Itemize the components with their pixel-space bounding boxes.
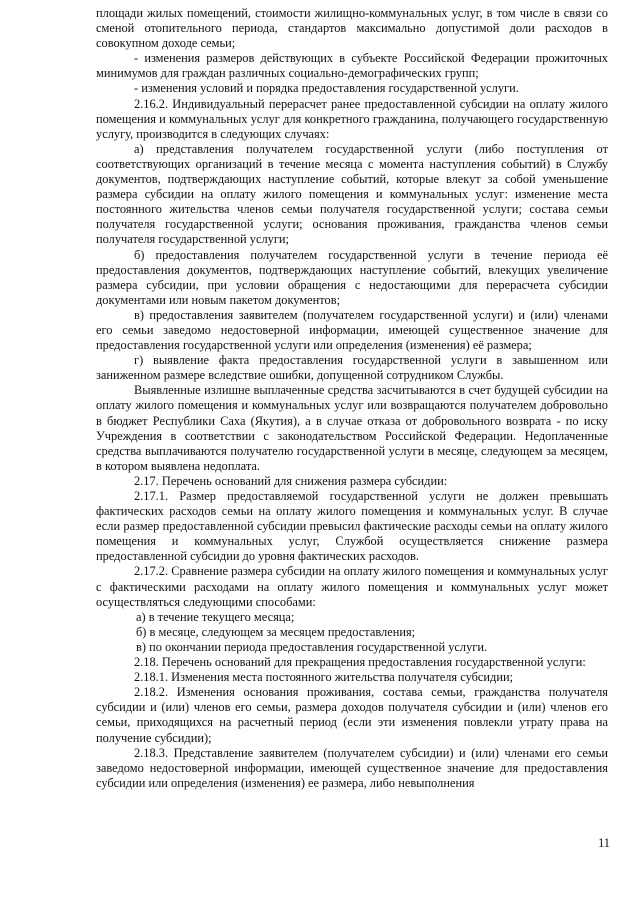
- paragraph-2-17-1: 2.17.1. Размер предоставляемой государственной услуги не должен превышать фактических расходов семьи на оплату жилого помещения и коммунальных услуг. В случае если размер предоставленной субсидии превысил фактические расходы семьи на оплату жилого помещения и коммунальных услуг, Службой осуществляется снижение размера предоставленной субсидии до уровня фактических расходов.: [96, 489, 608, 564]
- paragraph-method-b: б) в месяце, следующем за месяцем предоставления;: [136, 624, 416, 639]
- paragraph-item-v: в) предоставления заявителем (получателем государственной услуги) и (или) членами его семьи заведомо недостоверной информации, имеющей существенное значение для предоставления государственной услуги или определения (изменения) её размера;: [96, 307, 608, 353]
- page-number: 11: [598, 836, 610, 850]
- paragraph-2-18-1: 2.18.1. Изменения места постоянного жительства получателя субсидии;: [134, 670, 514, 685]
- paragraph-item-g: г) выявление факта предоставления государственной услуги в завышенном или заниженном размере вследствие ошибки, допущенной сотрудником Службы.: [96, 353, 608, 383]
- paragraph-item-a: а) представления получателем государственной услуги (либо поступления от соответствующих организаций в течение месяца с момента наступления событий) в Службу документов, подтверждающих наступление событий, которые влекут за собой уменьшение размера субсидии на оплату жилого помещения и коммунальных услуг: изменение места постоянного жительства членов семьи получателя государственной услуги; состава семьи получателя государственной услуги; основания проживания, гражданства членов семьи получателя государственной услуги;: [96, 141, 608, 247]
- paragraph-2-18: 2.18. Перечень оснований для прекращения предоставления государственной услуги:: [134, 655, 586, 670]
- paragraph-overpaid-funds: Выявленные излишне выплаченные средства засчитываются в счет будущей субсидии на оплату жилого помещения и коммунальных услуг или возвращаются получателем добровольно в бюджет Республики Саха (Якутия), а в случае отказа от добровольного возврата - по иску Учреждения в соответствии с законодательством Российской Федерации. Недоплаченные средства выплачиваются получателю государственной услуги в месяце, следующем за месяцем, в котором выявлена недоплата.: [96, 383, 608, 473]
- paragraph-2-18-2: 2.18.2. Изменения основания проживания, состава семьи, гражданства получателя субсидии и (или) членов его семьи, размера доходов получателя субсидии и (или) членов его семьи, приходящихся на расчетный период (если эти изменения повлекли утрату права на получение субсидии);: [96, 685, 608, 745]
- paragraph-subsistence-minimum-change: - изменения размеров действующих в субъекте Российской Федерации прожиточных минимумов для граждан различных социально-демографических групп;: [96, 51, 608, 81]
- paragraph-2-16-2: 2.16.2. Индивидуальный перерасчет ранее предоставленной субсидии на оплату жилого помещения и коммунальных услуг для конкретного гражданина, получающего государственную услугу, производится в следующих случаях:: [96, 96, 608, 141]
- paragraph-method-a: а) в течение текущего месяца;: [136, 609, 295, 624]
- paragraph-continuation-housing-costs: площади жилых помещений, стоимости жилищно-коммунальных услуг, в том числе в связи со сменой отопительного периода, стандартов максимально допустимой доли расходов в совокупном доходе семьи;: [96, 6, 608, 51]
- paragraph-method-v: в) по окончании периода предоставления государственной услуги.: [136, 639, 488, 654]
- paragraph-2-17-2: 2.17.2. Сравнение размера субсидии на оплату жилого помещения и коммунальных услуг с фактическими расходами на оплату жилого помещения и коммунальных услуг может осуществляться следующими способами:: [96, 564, 608, 609]
- document-body: [96, 6, 608, 791]
- paragraph-2-18-3: 2.18.3. Представление заявителем (получателем субсидии) и (или) членами его семьи заведомо недостоверной информации, имеющей существенное значение для предоставления субсидии или определения (изменения) ее размера, либо невыполнения: [96, 745, 608, 790]
- paragraph-service-conditions-change: - изменения условий и порядка предоставления государственной услуги.: [134, 81, 519, 96]
- paragraph-2-17: 2.17. Перечень оснований для снижения размера субсидии:: [134, 473, 448, 488]
- paragraph-item-b: б) предоставления получателем государственной услуги в течение периода её предоставления документов, подтверждающих наступление событий, влекущих увеличение размера субсидии, при условии обращения с недостающими для перерасчета субсидии документами или новым пакетом документов;: [96, 247, 608, 307]
